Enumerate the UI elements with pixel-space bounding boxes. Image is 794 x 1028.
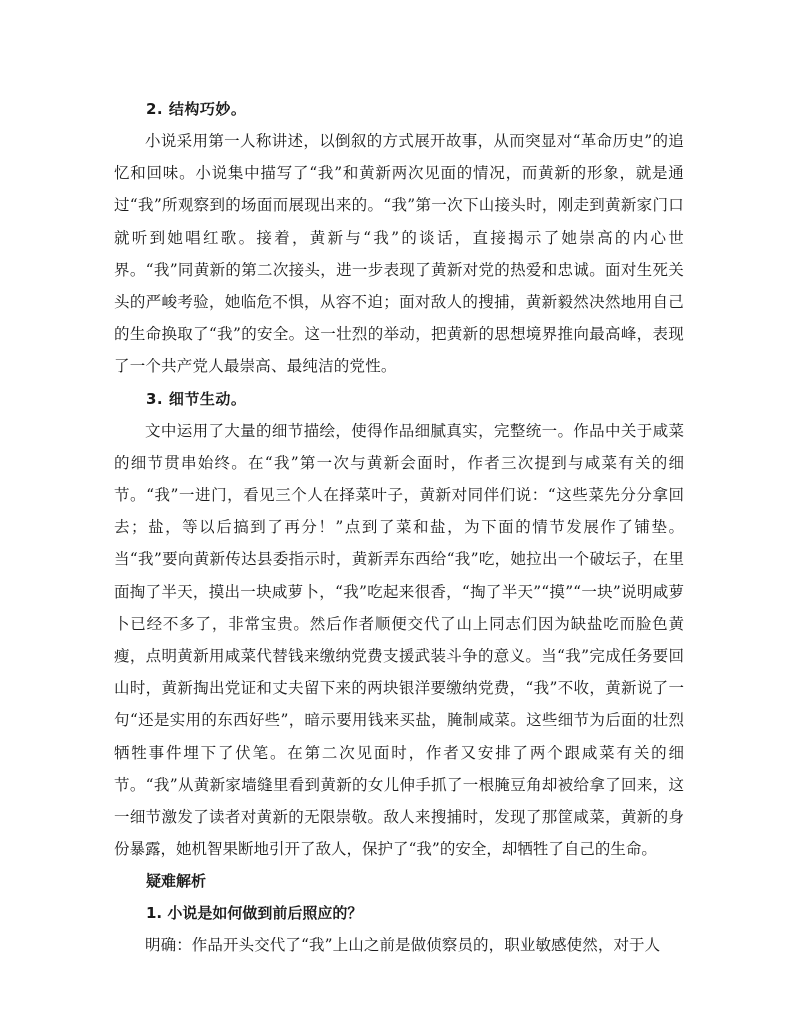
analysis-question-heading: 1. 小说是如何做到前后照应的？ xyxy=(146,904,363,923)
analysis-section-title: 疑难解析 xyxy=(146,872,207,891)
section-3-paragraph: 文中运用了大量的细节描绘，使得作品细腻真实，完整统一。作品中关于咸菜的细节贯串始终。在“我”第一次与黄新会面时，作者三次提到与咸菜有关的细节。“我”一进门，看见三个人在择菜叶子，黄新对同伴们说：“这些菜先分分拿回去；盐，等以后搞到了再分！”点到了菜和盐，为下面的情节发展作了铺垫。当“我”要向黄新传达县委指示时，黄新弄东西给“我”吃，她拉出一个破坛子，在里面掏了半天，摸出一块咸萝卜，“我”吃起来很香，“掏了半天”“摸”“一块”说明咸萝卜已经不多了，非常宝贵。然后作者顺便交代了山上同志们因为缺盐吃而脸色黄瘦，点明黄新用咸菜代替钱来缴纳党费支援武装斗争的意义。当“我”完成任务要回山时，黄新掏出党证和丈夫留下来的两块银洋要缴纳党费，“我”不收，黄新说了一句“还是实用的东西好些”，暗示要用钱来买盐，腌制咸菜。这些细节为后面的壮烈牺牲事件埋下了伏笔。在第二次见面时，作者又安排了两个跟咸菜有关的细节。“我”从黄新家墙缝里看到黄新的女儿伸手抓了一根腌豆角却被给拿了回来，这一细节激发了读者对黄新的无限崇敬。敌人来搜捕时，发现了那筐咸菜，黄新的身份暴露，她机智果断地引开了敌人，保护了“我”的安全，却牺牲了自己的生命。 xyxy=(114,421,684,859)
analysis-answer-text: 明确：作品开头交代了“我”上山之前是做侦察员的，职业敏感使然，对于人 xyxy=(145,936,661,955)
document-content xyxy=(114,93,684,961)
section-2-heading: 2. 结构巧妙。 xyxy=(146,100,247,118)
section-2-paragraph: 小说采用第一人称讲述，以倒叙的方式展开故事，从而突显对“革命历史”的追忆和回味。小说集中描写了“我”和黄新两次见面的情况，而黄新的形象，就是通过“我”所观察到的场面而展现出来的。“我”第一次下山接头时，刚走到黄新家门口就听到她唱红歌。接着，黄新与“我”的谈话，直接揭示了她崇高的内心世界。“我”同黄新的第二次接头，进一步表现了黄新对党的热爱和忠诚。面对生死关头的严峻考验，她临危不惧，从容不迫；面对敌人的搜捕，黄新毅然决然地用自己的生命换取了“我”的安全。这一壮烈的举动，把黄新的思想境界推向最高峰，表现了一个共产党人最崇高、最纯洁的党性。 xyxy=(114,132,684,376)
section-3-heading: 3. 细节生动。 xyxy=(146,389,247,408)
